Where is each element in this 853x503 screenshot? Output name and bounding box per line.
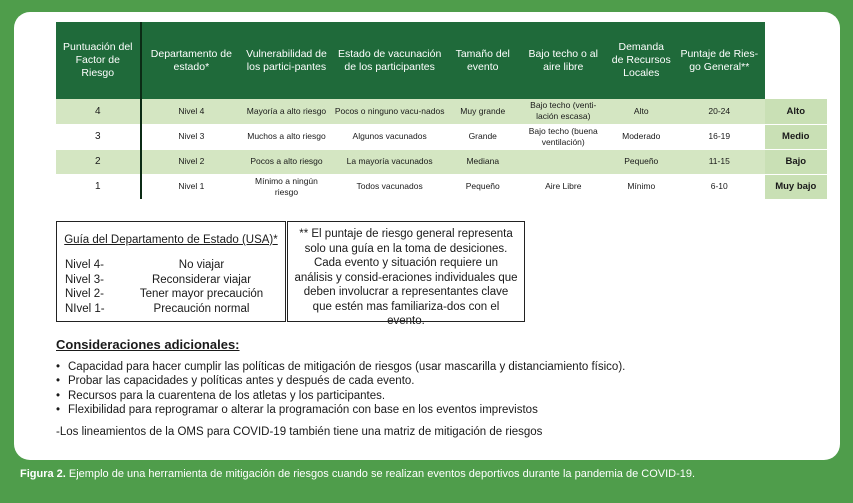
cell-vulnerability: Mínimo a ningún riesgo [241, 174, 332, 199]
header-vaccination: Estado de vacunación de los participantes [332, 22, 448, 99]
risk-matrix-table [56, 22, 827, 199]
cell-vaccination: Todos vacunados [332, 174, 448, 199]
cell-event-size: Mediana [448, 149, 518, 174]
list-item [56, 360, 826, 374]
table-header-row [56, 22, 827, 99]
guide-list [65, 258, 280, 316]
cell-overall-score: 20-24 [674, 99, 765, 124]
header-event-size: Tamaño del evento [448, 22, 518, 99]
header-overall-score: Puntaje de Ries-go General** [674, 22, 765, 99]
cell-department: Nivel 2 [141, 149, 242, 174]
guide-action: Precaución normal [153, 302, 250, 315]
bullet-icon: • [56, 361, 61, 373]
caption-text: Ejemplo de una herramienta de mitigación de riesgos cuando se realizan eventos deportivos durante la pandemia de COVID-19. [65, 468, 696, 480]
considerations-title: Consideraciones adicionales: [56, 337, 240, 352]
list-item [56, 389, 826, 403]
cell-event-size: Muy grande [448, 99, 518, 124]
cell-score: 4 [56, 99, 141, 124]
cell-department: Nivel 1 [141, 174, 242, 199]
state-department-guide-box [56, 221, 286, 322]
additional-considerations [56, 337, 826, 439]
table-row [56, 174, 827, 199]
header-blank [765, 22, 827, 99]
cell-risk-level: Medio [765, 124, 827, 149]
bullet-icon: • [56, 375, 61, 388]
guide-level: Nivel 2- [65, 288, 104, 300]
header-indoor-outdoor: Bajo techo o al aire libre [518, 22, 609, 99]
cell-vulnerability: Pocos a alto riesgo [241, 149, 332, 174]
cell-local-demand: Alto [609, 99, 674, 124]
cell-department: Nivel 4 [141, 99, 242, 124]
list-item-text: Flexibilidad para reprogramar o alterar la programación con base en los eventos imprevistos [68, 403, 538, 416]
table-row [56, 99, 827, 124]
cell-overall-score: 16-19 [674, 124, 765, 149]
cell-score: 1 [56, 174, 141, 199]
cell-department: Nivel 3 [141, 124, 242, 149]
cell-indoor-outdoor [518, 149, 609, 174]
cell-vulnerability: Mayoría a alto riesgo [241, 99, 332, 124]
cell-indoor-outdoor: Aire Libre [518, 174, 609, 199]
header-local-demand: Demanda de Recursos Locales [609, 22, 674, 99]
cell-vaccination: Algunos vacunados [332, 124, 448, 149]
guide-level: Nivel 4- [65, 259, 104, 271]
overall-score-note-box [287, 221, 525, 327]
bullet-icon: • [56, 403, 61, 416]
table-row [56, 149, 827, 174]
table-row [56, 124, 827, 149]
guide-action: Tener mayor precaución [139, 288, 264, 300]
cell-local-demand: Moderado [609, 124, 674, 149]
bullet-icon: • [56, 389, 61, 402]
list-item-text: Capacidad para hacer cumplir las políticas de mitigación de riesgos (usar mascarilla y distanciamiento físico). [68, 361, 626, 373]
cell-risk-level: Alto [765, 99, 827, 124]
header-score: Puntuación del Factor de Riesgo [56, 22, 141, 99]
cell-overall-score: 11-15 [674, 149, 765, 174]
cell-risk-level: Muy bajo [765, 174, 827, 199]
cell-vaccination: Pocos o ninguno vacu-nados [332, 99, 448, 124]
cell-overall-score: 6-10 [674, 174, 765, 199]
guide-action: No viajar [178, 259, 225, 271]
figure-panel [14, 12, 840, 460]
guide-row [65, 258, 280, 273]
cell-event-size: Pequeño [448, 174, 518, 199]
guide-row [65, 273, 280, 288]
list-item [56, 374, 826, 388]
caption-label: Figura 2. [20, 468, 66, 480]
figure-caption [20, 466, 840, 482]
list-item [56, 403, 826, 417]
cell-vaccination: La mayoría vacunados [332, 149, 448, 174]
guide-row [65, 287, 280, 302]
considerations-footnote: -Los lineamientos de la OMS para COVID-19 también tiene una matriz de mitigación de riesgos [56, 426, 543, 439]
cell-score: 2 [56, 149, 141, 174]
header-vulnerability: Vulnerabilidad de los partici-pantes [241, 22, 332, 99]
cell-risk-level: Bajo [765, 149, 827, 174]
cell-local-demand: Pequeño [609, 149, 674, 174]
guide-row [65, 302, 280, 317]
guide-title: Guía del Departamento de Estado (USA)* [64, 234, 278, 246]
cell-indoor-outdoor: Bajo techo (buena ventilación) [518, 124, 609, 149]
cell-vulnerability: Muchos a alto riesgo [241, 124, 332, 149]
header-department: Departamento de estado* [141, 22, 242, 99]
list-item-text: Recursos para la cuarentena de los atletas y los participantes. [68, 389, 386, 402]
guide-level: NIvel 1- [65, 302, 105, 315]
cell-score: 3 [56, 124, 141, 149]
guide-level: Nivel 3- [65, 273, 104, 286]
guide-action: Reconsiderar viajar [151, 273, 252, 286]
note-text: ** El puntaje de riesgo general representa solo una guía en la toma de desiciones. Cada evento y situación requiere un análisis y consid-eraciones individuales que deben involucrar a representantes clave que estén mas familiariza-dos con el evento. [294, 228, 518, 327]
cell-event-size: Grande [448, 124, 518, 149]
considerations-list [56, 360, 826, 417]
cell-indoor-outdoor: Bajo techo (venti-lación escasa) [518, 99, 609, 124]
cell-local-demand: Mínimo [609, 174, 674, 199]
list-item-text: Probar las capacidades y políticas antes y después de cada evento. [68, 375, 415, 388]
